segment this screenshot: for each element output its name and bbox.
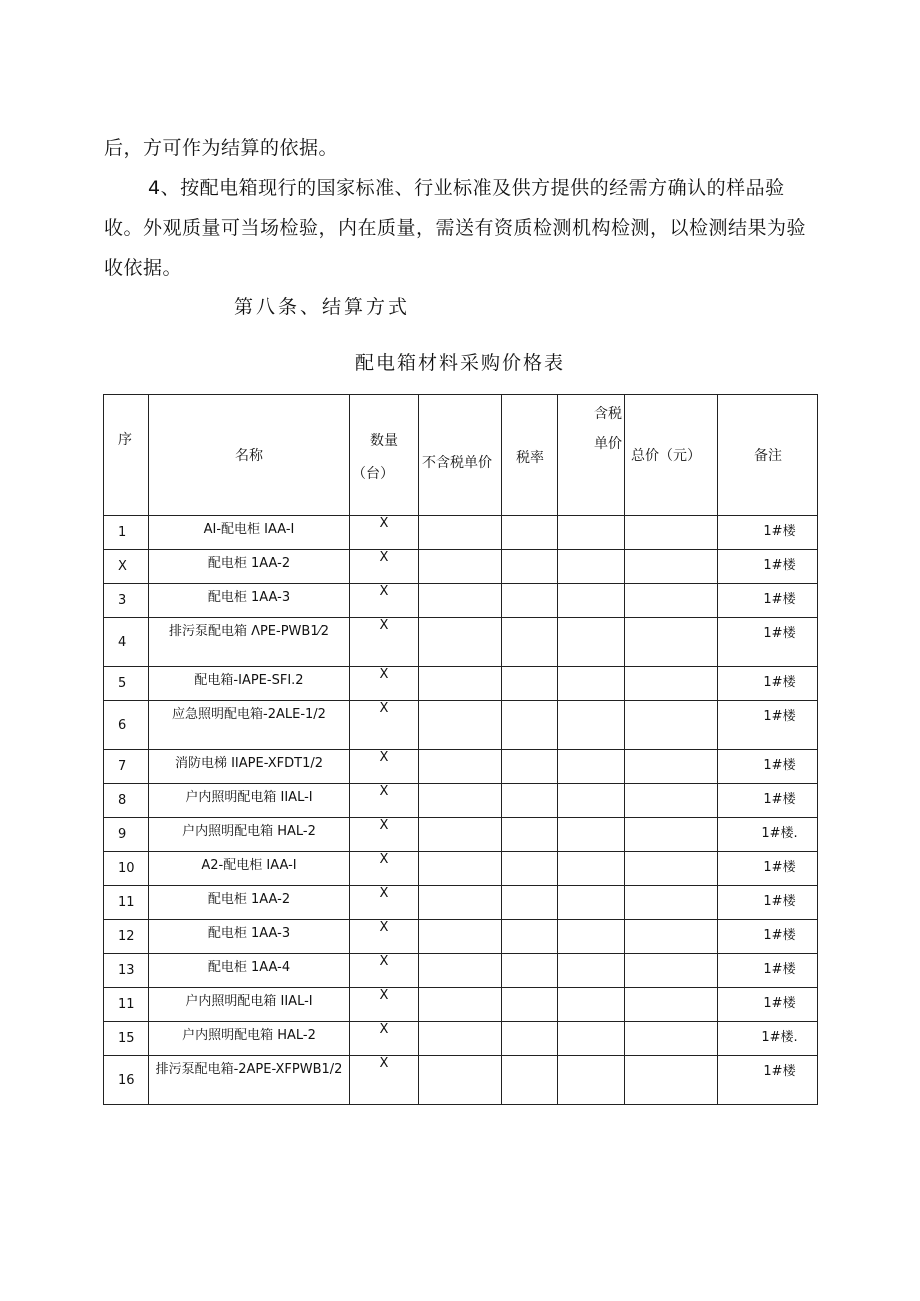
row-qty: X — [350, 818, 419, 852]
row-taxed-unit-price — [558, 818, 625, 852]
row-taxed-unit-price — [558, 750, 625, 784]
table-row — [104, 618, 818, 667]
table-row — [104, 550, 818, 584]
row-taxed-unit-price — [558, 988, 625, 1022]
row-taxed-unit-price — [558, 920, 625, 954]
row-remark: 1#楼 — [718, 750, 818, 784]
row-total — [625, 1056, 718, 1105]
table-row — [104, 886, 818, 920]
table-row — [104, 516, 818, 550]
row-tax-rate — [502, 920, 558, 954]
row-total — [625, 920, 718, 954]
table-row — [104, 920, 818, 954]
row-total — [625, 550, 718, 584]
row-taxed-unit-price — [558, 701, 625, 750]
row-total — [625, 954, 718, 988]
row-index: 11 — [104, 886, 149, 920]
header-qty: 数量 （台） — [350, 395, 419, 516]
row-remark: 1#楼. — [718, 1022, 818, 1056]
row-tax-rate — [502, 550, 558, 584]
row-name: 户内照明配电箱 IIAL-I — [149, 988, 350, 1022]
row-tax-rate — [502, 1022, 558, 1056]
table-row — [104, 1056, 818, 1105]
row-qty: X — [350, 886, 419, 920]
row-taxed-unit-price — [558, 584, 625, 618]
row-index: 11 — [104, 988, 149, 1022]
row-index: 7 — [104, 750, 149, 784]
row-index: 10 — [104, 852, 149, 886]
row-name: 户内照明配电箱 HAL-2 — [149, 1022, 350, 1056]
row-remark: 1#楼 — [718, 784, 818, 818]
row-remark: 1#楼 — [718, 988, 818, 1022]
row-index: 3 — [104, 584, 149, 618]
row-taxed-unit-price — [558, 550, 625, 584]
row-index: 1 — [104, 516, 149, 550]
paragraph-settlement-basis: 后，方可作为结算的依据。 — [104, 137, 339, 159]
row-name: 配电柜 1AA-3 — [149, 584, 350, 618]
row-unit-price-ex-tax — [419, 750, 502, 784]
row-unit-price-ex-tax — [419, 818, 502, 852]
table-row — [104, 954, 818, 988]
row-unit-price-ex-tax — [419, 667, 502, 701]
row-index: 8 — [104, 784, 149, 818]
row-remark: 1#楼 — [718, 701, 818, 750]
row-total — [625, 784, 718, 818]
row-remark: 1#楼 — [718, 667, 818, 701]
row-qty: X — [350, 1056, 419, 1105]
row-tax-rate — [502, 886, 558, 920]
row-taxed-unit-price — [558, 886, 625, 920]
price-table — [103, 394, 818, 1105]
header-name: 名称 — [149, 395, 350, 516]
row-index: 5 — [104, 667, 149, 701]
row-qty: X — [350, 516, 419, 550]
row-taxed-unit-price — [558, 852, 625, 886]
header-tax-rate: 税率 — [502, 395, 558, 516]
header-unit-price-ex-tax: 不含税单价 — [419, 395, 502, 516]
row-index: 15 — [104, 1022, 149, 1056]
row-index: X — [104, 550, 149, 584]
row-unit-price-ex-tax — [419, 784, 502, 818]
header-remark: 备注 — [718, 395, 818, 516]
row-unit-price-ex-tax — [419, 516, 502, 550]
row-qty: X — [350, 750, 419, 784]
row-name: A2-配电柜 IAA-I — [149, 852, 350, 886]
header-total: 总价（元） — [625, 395, 718, 516]
row-unit-price-ex-tax — [419, 920, 502, 954]
row-tax-rate — [502, 988, 558, 1022]
table-row — [104, 784, 818, 818]
table-row — [104, 1022, 818, 1056]
row-index: 13 — [104, 954, 149, 988]
row-tax-rate — [502, 784, 558, 818]
row-name: 户内照明配电箱 IIAL-I — [149, 784, 350, 818]
row-taxed-unit-price — [558, 954, 625, 988]
row-name: 排污泵配电箱 ΛPE-PWB1⁄2 — [149, 618, 350, 667]
row-tax-rate — [502, 618, 558, 667]
row-name: 配电柜 1AA-3 — [149, 920, 350, 954]
row-name: 配电箱-IAPE-SFI.2 — [149, 667, 350, 701]
row-qty: X — [350, 920, 419, 954]
row-remark: 1#楼 — [718, 886, 818, 920]
row-total — [625, 584, 718, 618]
row-remark: 1#楼 — [718, 954, 818, 988]
row-name: AI-配电柜 IAA-I — [149, 516, 350, 550]
row-total — [625, 750, 718, 784]
row-total — [625, 818, 718, 852]
row-qty: X — [350, 988, 419, 1022]
row-index: 12 — [104, 920, 149, 954]
row-tax-rate — [502, 750, 558, 784]
row-tax-rate — [502, 701, 558, 750]
table-row — [104, 852, 818, 886]
row-unit-price-ex-tax — [419, 618, 502, 667]
paragraph-acceptance-standard: 4、按配电箱现行的国家标准、行业标准及供方提供的经需方确认的样品验收。外观质量可当场检验，内在质量，需送有资质检测机构检测，以检测结果为验收依据。 — [104, 177, 807, 279]
row-remark: 1#楼 — [718, 1056, 818, 1105]
row-taxed-unit-price — [558, 516, 625, 550]
row-total — [625, 667, 718, 701]
row-total — [625, 618, 718, 667]
row-unit-price-ex-tax — [419, 550, 502, 584]
row-remark: 1#楼 — [718, 584, 818, 618]
article-heading: 第八条、结算方式 — [234, 296, 411, 318]
row-unit-price-ex-tax — [419, 1056, 502, 1105]
row-total — [625, 701, 718, 750]
row-qty: X — [350, 1022, 419, 1056]
row-tax-rate — [502, 667, 558, 701]
row-unit-price-ex-tax — [419, 954, 502, 988]
row-total — [625, 852, 718, 886]
row-remark: 1#楼 — [718, 550, 818, 584]
table-header-row — [104, 395, 818, 516]
row-tax-rate — [502, 954, 558, 988]
row-remark: 1#楼. — [718, 818, 818, 852]
table-row — [104, 988, 818, 1022]
row-name: 户内照明配电箱 HAL-2 — [149, 818, 350, 852]
row-remark: 1#楼 — [718, 852, 818, 886]
row-taxed-unit-price — [558, 784, 625, 818]
row-taxed-unit-price — [558, 618, 625, 667]
row-qty: X — [350, 584, 419, 618]
table-title: 配电箱材料采购价格表 — [354, 352, 565, 374]
row-tax-rate — [502, 1056, 558, 1105]
row-tax-rate — [502, 852, 558, 886]
row-total — [625, 886, 718, 920]
row-taxed-unit-price — [558, 667, 625, 701]
row-qty: X — [350, 784, 419, 818]
row-unit-price-ex-tax — [419, 988, 502, 1022]
row-taxed-unit-price — [558, 1022, 625, 1056]
row-index: 16 — [104, 1056, 149, 1105]
header-taxed-unit-price: 含税 单价 — [558, 395, 625, 516]
row-tax-rate — [502, 584, 558, 618]
row-name: 配电柜 1AA-4 — [149, 954, 350, 988]
row-unit-price-ex-tax — [419, 584, 502, 618]
row-name: 应急照明配电箱-2ALE-1/2 — [149, 701, 350, 750]
header-seq: 序 — [104, 395, 149, 516]
row-name: 配电柜 1AA-2 — [149, 886, 350, 920]
row-index: 9 — [104, 818, 149, 852]
row-unit-price-ex-tax — [419, 1022, 502, 1056]
row-tax-rate — [502, 516, 558, 550]
table-row — [104, 667, 818, 701]
row-qty: X — [350, 954, 419, 988]
row-unit-price-ex-tax — [419, 701, 502, 750]
row-name: 排污泵配电箱-2APE-XFPWB1/2 — [149, 1056, 350, 1105]
row-index: 4 — [104, 618, 149, 667]
row-name: 配电柜 1AA-2 — [149, 550, 350, 584]
row-qty: X — [350, 618, 419, 667]
row-total — [625, 516, 718, 550]
table-row — [104, 818, 818, 852]
row-remark: 1#楼 — [718, 920, 818, 954]
row-total — [625, 1022, 718, 1056]
row-remark: 1#楼 — [718, 516, 818, 550]
row-name: 消防电梯 IIAPE-XFDT1/2 — [149, 750, 350, 784]
row-qty: X — [350, 852, 419, 886]
row-taxed-unit-price — [558, 1056, 625, 1105]
table-row — [104, 701, 818, 750]
row-qty: X — [350, 667, 419, 701]
table-row — [104, 584, 818, 618]
row-unit-price-ex-tax — [419, 886, 502, 920]
row-unit-price-ex-tax — [419, 852, 502, 886]
table-row — [104, 750, 818, 784]
row-remark: 1#楼 — [718, 618, 818, 667]
row-qty: X — [350, 550, 419, 584]
row-tax-rate — [502, 818, 558, 852]
row-qty: X — [350, 701, 419, 750]
row-total — [625, 988, 718, 1022]
row-index: 6 — [104, 701, 149, 750]
